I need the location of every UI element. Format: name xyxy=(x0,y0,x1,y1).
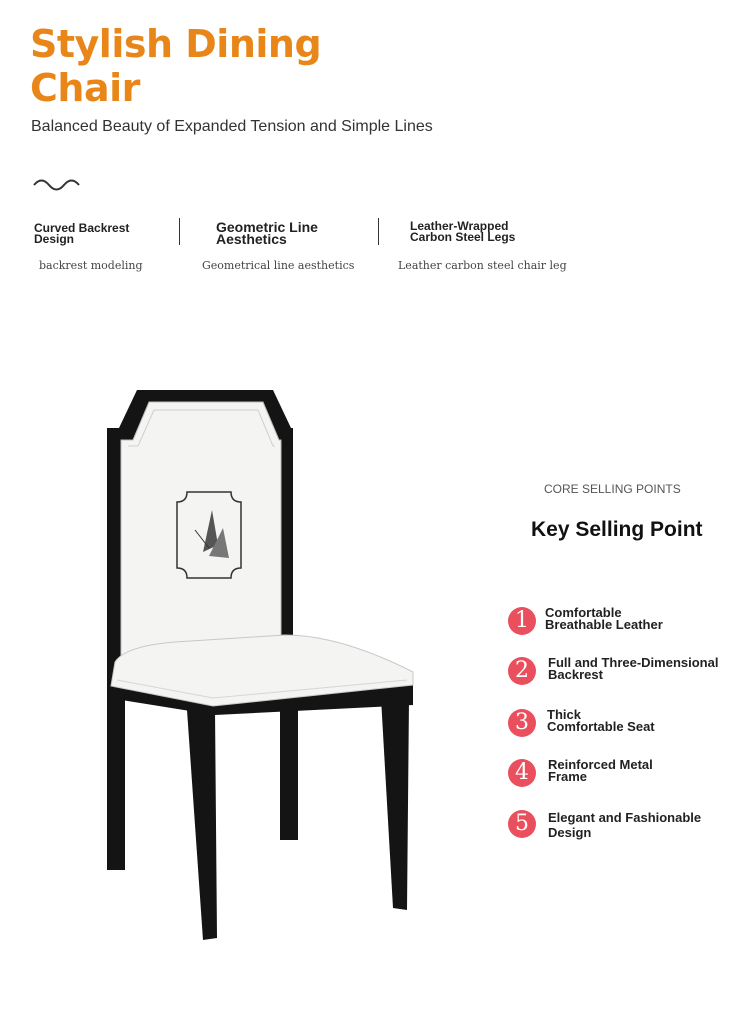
number-badge: 5 xyxy=(508,810,536,838)
feature-title: Geometric Line Aesthetics xyxy=(216,219,318,247)
chair-image xyxy=(95,380,425,945)
feature-geometric-lines xyxy=(216,221,318,245)
selling-point-text: Full and Three-Dimensional Backrest xyxy=(548,655,719,682)
core-selling-label: CORE SELLING POINTS xyxy=(544,482,681,496)
wave-divider-icon xyxy=(33,178,81,192)
feature-divider xyxy=(378,218,379,245)
selling-point-text: Reinforced Metal Frame xyxy=(548,757,653,784)
feature-desc: Geometrical line aesthetics xyxy=(202,259,355,272)
feature-carbon-steel-legs xyxy=(410,221,515,243)
feature-curved-backrest xyxy=(34,223,129,245)
selling-point-text: Elegant and Fashionable Design xyxy=(548,810,702,840)
feature-title: Leather-Wrapped Carbon Steel Legs xyxy=(410,219,516,244)
number-badge: 3 xyxy=(508,709,536,737)
number-badge: 4 xyxy=(508,759,536,787)
page-title: Stylish Dining Chair xyxy=(30,22,322,110)
feature-divider xyxy=(179,218,180,245)
feature-desc: backrest modeling xyxy=(39,259,143,272)
feature-title: Curved Backrest Design xyxy=(34,221,130,246)
page-subtitle: Balanced Beauty of Expanded Tension and Simple Lines xyxy=(31,118,433,135)
number-badge: 2 xyxy=(508,657,536,685)
feature-desc: Leather carbon steel chair leg xyxy=(398,259,567,272)
number-badge: 1 xyxy=(508,607,536,635)
key-selling-heading: Key Selling Point xyxy=(531,518,703,541)
selling-point-text: Comfortable Breathable Leather xyxy=(545,605,663,632)
selling-point-text: Thick Comfortable Seat xyxy=(547,707,655,734)
